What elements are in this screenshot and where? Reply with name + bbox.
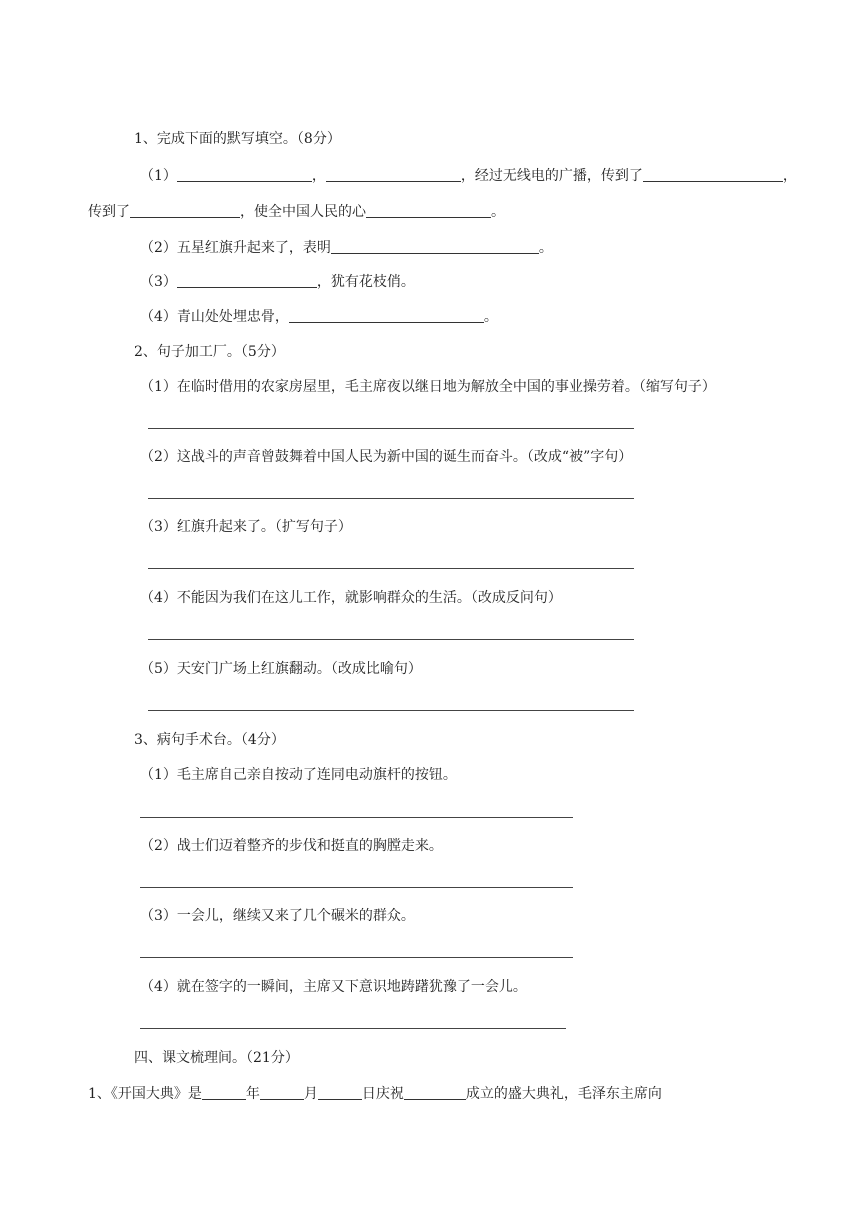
sentence-item: （2）这战斗的声音曾鼓舞着中国人民为新中国的诞生而奋斗。（改成“被”字句） [140,449,633,465]
s4-q1-line [88,1084,662,1104]
answer-line[interactable] [148,639,634,640]
section3-heading: 3、病句手术台。（4分） [134,732,285,748]
sentence-item: （1）毛主席自己亲自按动了连同电动旗杆的按钮。 [140,767,457,783]
q1-cont: 传到了 [88,204,130,220]
month-blank[interactable] [260,1086,304,1100]
section2-heading: 2、句子加工厂。（5分） [134,344,285,360]
fill-blank[interactable] [177,274,317,288]
q4-line [140,307,498,327]
answer-line[interactable] [148,498,634,499]
q2-line [140,238,553,258]
answer-line[interactable] [140,887,573,888]
q1-line1 [140,166,797,186]
q3-text: ，犹有花枝俏。 [316,274,415,290]
sentence-item: （3）红旗升起来了。（扩写句子） [140,519,352,535]
q4-end: 。 [483,309,498,325]
q1-line2 [88,202,505,222]
q2-text: （2）五星红旗升起来了，表明 [140,240,331,256]
q1-text1: ，经过无线电的广播，传到了 [460,168,643,184]
q1-text2: ，使全中国人民的心 [240,204,366,220]
sentence-item: （4）不能因为我们在这儿工作，就影响群众的生活。（改成反问句） [140,590,562,606]
q3-number: （3） [140,274,177,290]
q1-comma: ， [782,168,797,184]
sentence-item: （1）在临时借用的农家房屋里，毛主席夜以继日地为解放全中国的事业操劳着。（缩写句子） [140,379,716,395]
s4-q1-text: 日庆祝 [361,1086,404,1102]
sentence-item: （4）就在签字的一瞬间，主席又下意识地踌躇犹豫了一会儿。 [140,979,527,995]
year-blank[interactable] [202,1086,246,1100]
q2-end: 。 [538,240,553,256]
s4-q1-text: 月 [303,1086,318,1102]
fill-blank[interactable] [366,204,491,218]
answer-line[interactable] [148,568,634,569]
day-blank[interactable] [318,1086,362,1100]
answer-line[interactable] [140,1028,566,1029]
answer-line[interactable] [148,710,634,711]
q1-number: （1） [140,168,177,184]
fill-blank[interactable] [130,204,240,218]
fill-blank[interactable] [289,309,484,323]
answer-line[interactable] [148,428,634,429]
sentence-item: （5）天安门广场上红旗翻动。（改成比喻句） [140,661,422,677]
sentence-item: （3）一会儿，继续又来了几个碾米的群众。 [140,908,415,924]
s4-q1-text: 成立的盛大典礼，毛泽东主席向 [465,1086,662,1102]
fill-blank[interactable] [404,1086,466,1100]
q3-line [140,272,415,292]
fill-blank[interactable] [177,168,312,182]
fill-blank[interactable] [643,168,783,182]
answer-line[interactable] [140,957,573,958]
section1-heading: 1、完成下面的默写填空。（8分） [134,131,341,147]
q1-comma: ， [311,168,326,184]
fill-blank[interactable] [326,168,461,182]
q4-text: （4）青山处处埋忠骨， [140,309,289,325]
sentence-item: （2）战士们迈着整齐的步伐和挺直的胸膛走来。 [140,838,443,854]
answer-line[interactable] [140,817,573,818]
s4-q1-text: 1、《开国大典》是 [88,1086,202,1102]
s4-q1-text: 年 [245,1086,260,1102]
section4-heading: 四、课文梳理间。（21分） [134,1050,299,1066]
fill-blank[interactable] [331,240,539,254]
q1-end: 。 [491,204,505,220]
